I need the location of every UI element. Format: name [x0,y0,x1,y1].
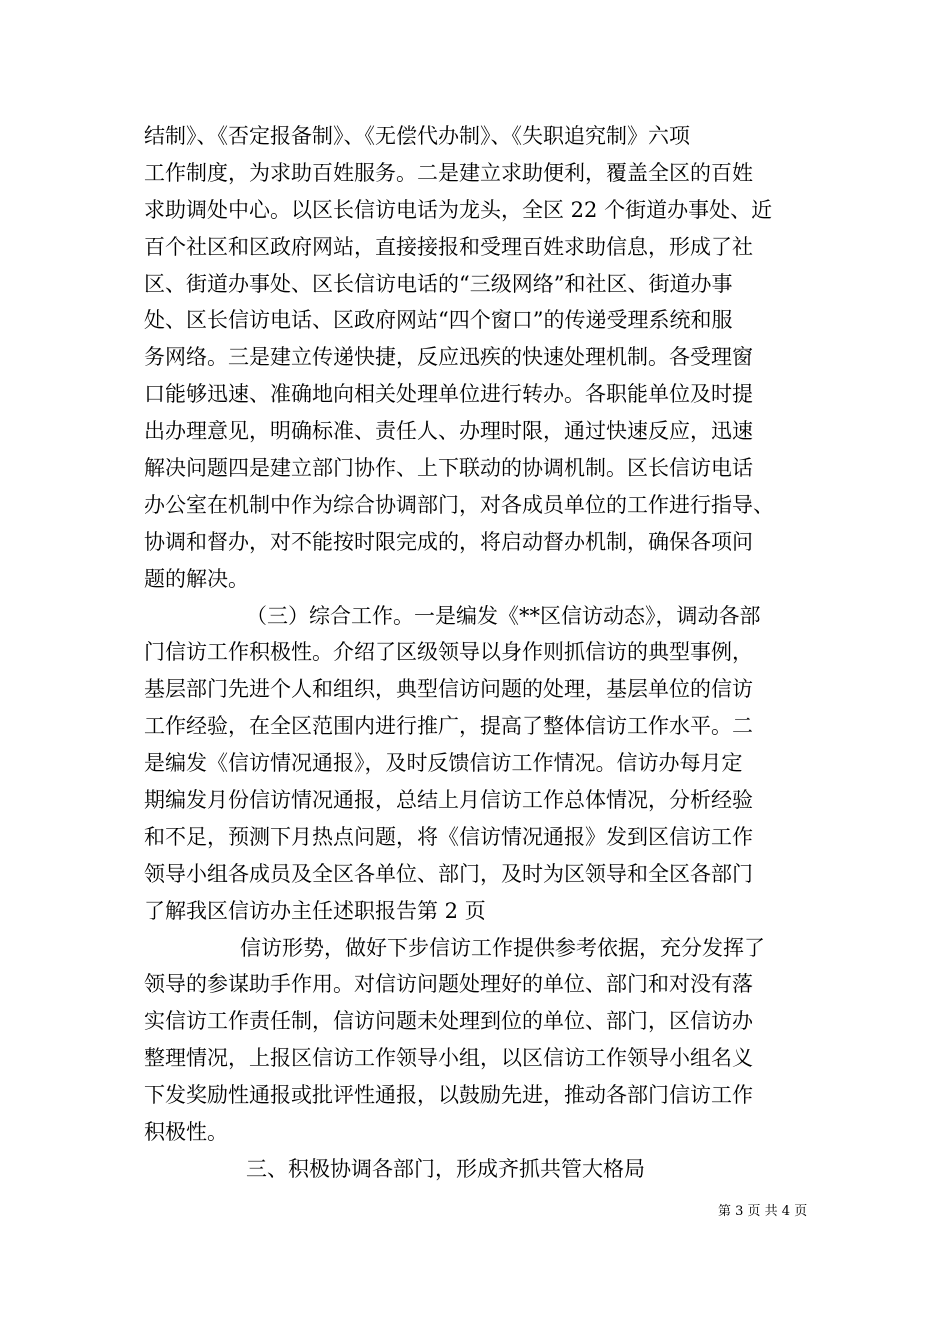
text-line: 门信访工作积极性。介绍了区级领导以身作则抓信访的典型事例， [144,640,753,665]
text-line: 解决问题四是建立部门协作、上下联动的协调机制。区长信访电话 [144,456,753,481]
text-line: 工作经验，在全区范围内进行推广，提高了整体信访工作水平。二 [144,714,753,739]
text-line: 工作制度，为求助百姓服务。二是建立求助便利，覆盖全区的百姓 [144,160,753,185]
page-number: 第 3 页 共 4 页 [718,1204,808,1219]
text-line: 题的解决。 [144,566,249,591]
text-line: 基层部门先进个人和组织，典型信访问题的处理，基层单位的信访 [144,677,753,702]
document-body [144,118,824,1188]
text-line: 结制》、《否定报备制》、《无偿代办制》、《失职追究制》六项 [144,124,690,148]
text-line: 求助调处中心。以区长信访电话为龙头，全区 22 个街道办事处、近 [144,197,773,222]
text-line: 期编发月份信访情况通报，总结上月信访工作总体情况，分析经验 [144,788,753,813]
text-line: 下发奖励性通报或批评性通报，以鼓励先进，推动各部门信访工作 [144,1083,753,1108]
section-three-first-line: （三）综合工作。一是编发《**区信访动态》，调动各部 [246,603,761,628]
text-line: 区、街道办事处、区长信访电话的“三级网络”和社区、街道办事 [144,271,733,296]
text-line: 领导的参谋助手作用。对信访问题处理好的单位、部门和对没有落 [144,972,753,997]
text-line: 办公室在机制中作为综合协调部门，对各成员单位的工作进行指导、 [144,492,774,517]
text-line: 处、区长信访电话、区政府网站“四个窗口”的传递受理系统和服 [144,308,733,333]
text-line: 百个社区和区政府网站，直接接报和受理百姓求助信息，形成了社 [144,234,753,259]
section-heading: 三、积极协调各部门，形成齐抓共管大格局 [246,1156,645,1181]
text-line: 实信访工作责任制，信访问题未处理到位的单位、部门，区信访办 [144,1009,753,1034]
text-line: 是编发《信访情况通报》，及时反馈信访工作情况。信访办每月定 [144,751,743,776]
text-line: 出办理意见，明确标准、责任人、办理时限，通过快速反应，迅速 [144,419,753,444]
text-line: 领导小组各成员及全区各单位、部门，及时为区领导和全区各部门 [144,861,753,886]
continuation-first-line: 信访形势，做好下步信访工作提供参考依据，充分发挥了 [240,935,765,960]
text-line: 务网络。三是建立传递快捷，反应迅疾的快速处理机制。各受理窗 [144,345,753,370]
text-line: 口能够迅速、准确地向相关处理单位进行转办。各职能单位及时提 [144,382,753,407]
text-line: 协调和督办，对不能按时限完成的，将启动督办机制，确保各项问 [144,529,753,554]
text-line: 和不足，预测下月热点问题，将《信访情况通报》发到区信访工作 [144,824,753,849]
text-line: 了解我区信访办主任述职报告第 2 页 [144,898,486,923]
text-line: 积极性。 [144,1120,228,1145]
text-line: 整理情况，上报区信访工作领导小组，以区信访工作领导小组名义 [144,1046,753,1071]
